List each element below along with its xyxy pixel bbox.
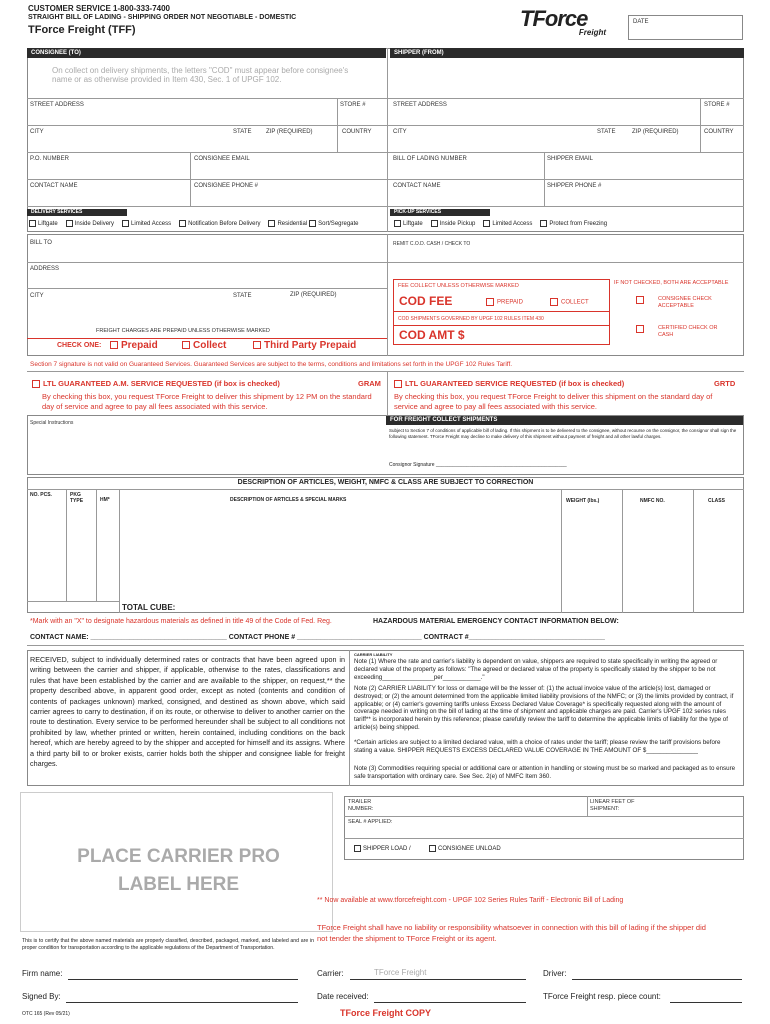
hazmat-contact[interactable]: CONTACT NAME: ___________________________________ CONTACT PHONE # ________________________________ CONTRACT #___________________________________	[30, 634, 605, 641]
delivery-services-list	[29, 220, 359, 227]
freight-collect-header: FOR FREIGHT COLLECT SHIPMENTS	[386, 416, 743, 425]
option-third-party[interactable]: Third Party Prepaid	[253, 340, 356, 351]
shipper-email[interactable]: SHIPPER EMAIL	[547, 156, 594, 162]
cod-governed: COD SHIPMENTS GOVERNED BY UPGF 102 RULES ITEM 430	[398, 316, 544, 322]
certain-articles: *Certain articles are subject to a limited declared value, with a choice of rates under the tariff; please review the tariff provisions before stating a value. SHIPPER REQUESTS EXCESS DECLARED VALUE COVERAGE IN THE AMOUNT OF $_______________	[354, 739, 721, 754]
option-prepaid[interactable]: Prepaid	[110, 340, 158, 351]
form-code: OTC 165 (Rev 05/21)	[22, 1011, 70, 1017]
ltl-code: GRTD	[714, 379, 736, 388]
shipper-state[interactable]: STATE	[597, 129, 616, 135]
consignee-check-label: CONSIGNEE CHECK ACCEPTABLE	[658, 296, 712, 309]
pickup-limited[interactable]: Limited Access	[483, 220, 532, 227]
delivery-residential[interactable]: Residential	[268, 220, 307, 227]
po-number[interactable]: P.O. NUMBER	[30, 156, 69, 162]
cod-note: On collect on delivery shipments, the letters "COD" must appear before consignee's name or as otherwise provided in Item 430, Sec. 1 of UPGF 102.	[52, 66, 349, 84]
carrier-value[interactable]: TForce Freight	[374, 968, 427, 977]
certified-label: CERTIFIED CHECK OR CASH	[658, 325, 718, 338]
tforce-logo: TForce Freight	[520, 6, 606, 37]
cod-collect[interactable]: COLLECT	[550, 298, 589, 306]
section7-note: Section 7 signature is not valid on Guaranteed Services. Guaranteed Services are subject to the terms, conditions and limitations set forth in the UPGF 102 Rules Tariff.	[30, 361, 513, 368]
am-body: By checking this box, you request TForce Freight to deliver this shipment by 12 PM on the standard day of service and agree to pay all fees associated with this service.	[42, 392, 372, 411]
shipper-phone[interactable]: SHIPPER PHONE #	[547, 183, 602, 189]
bill-to-address[interactable]: ADDRESS	[30, 266, 60, 272]
special-instructions[interactable]: Special Instructions	[30, 420, 74, 426]
am-service[interactable]: LTL GUARANTEED A.M. SERVICE REQUESTED (if box is checked)	[32, 379, 280, 388]
articles-title: DESCRIPTION OF ARTICLES, WEIGHT, NMFC & CLASS ARE SUBJECT TO CORRECTION	[237, 479, 534, 486]
trailer-number[interactable]: TRAILER NUMBER:	[348, 799, 374, 812]
copy-label: TForce Freight COPY	[340, 1008, 432, 1018]
linear-feet[interactable]: LINEAR FEET OF SHIPMENT:	[590, 799, 635, 812]
bill-to-city[interactable]: CITY	[30, 293, 44, 299]
consignee-phone[interactable]: CONSIGNEE PHONE #	[194, 183, 259, 189]
ltl-service[interactable]: LTL GUARANTEED SERVICE REQUESTED (if box is checked)	[394, 379, 624, 388]
consignee-email[interactable]: CONSIGNEE EMAIL	[194, 156, 250, 162]
delivery-limited[interactable]: Limited Access	[122, 220, 171, 227]
total-cube[interactable]: TOTAL CUBE:	[122, 603, 176, 612]
date-field[interactable]: DATE	[628, 15, 743, 40]
bill-to-state[interactable]: STATE	[233, 293, 252, 299]
pro-label-area[interactable]	[20, 792, 333, 932]
col-nmfc: NMFC NO.	[640, 498, 665, 504]
pro-label-text: PLACE CARRIER PRO LABEL HERE	[77, 846, 280, 895]
delivery-inside[interactable]: Inside Delivery	[66, 220, 114, 227]
date-received-label: Date received:	[317, 992, 369, 1001]
col-class: CLASS	[708, 498, 725, 504]
consignee-store[interactable]: STORE #	[340, 102, 366, 108]
pickup-freezing[interactable]: Protect from Freezing	[540, 220, 607, 227]
consignee-unload[interactable]: CONSIGNEE UNLOAD	[429, 845, 501, 852]
note-3: Note (3) Commodities requiring special or additional care or attention in handling or stowing must be so marked and packaged as to ensure safe transportation with ordinary care. See Sec. 2(e) of NMFC Item 360.	[354, 765, 736, 780]
certified-box[interactable]	[636, 325, 647, 333]
delivery-notification[interactable]: Notification Before Delivery	[179, 220, 260, 227]
consignee-country[interactable]: COUNTRY	[342, 129, 372, 135]
col-weight: WEIGHT (lbs.)	[566, 498, 600, 504]
shipper-zip[interactable]: ZIP (REQUIRED)	[632, 129, 679, 135]
liability-note: TForce Freight shall have no liability or responsibility whatsoever in connection with this bill of lading if the shipper did not tender the shipment to TForce Freight or its agent.	[317, 923, 706, 943]
company-name: TForce Freight (TFF)	[28, 24, 136, 36]
option-collect[interactable]: Collect	[182, 340, 226, 351]
hazmat-title: HAZARDOUS MATERIAL EMERGENCY CONTACT INFORMATION BELOW:	[373, 618, 619, 625]
delivery-sort[interactable]: Sort/Segregate	[309, 220, 358, 227]
ltl-body: By checking this box, you request TForce Freight to deliver this shipment on the standard day of service and agree to pay all fees associated with this service.	[394, 392, 713, 411]
bol-number[interactable]: BILL OF LADING NUMBER	[393, 156, 467, 162]
shipper-city[interactable]: CITY	[393, 129, 407, 135]
cod-fee: COD FEE	[399, 294, 453, 308]
consignee-street[interactable]: STREET ADDRESS	[30, 102, 84, 108]
col-pkg: PKG TYPE	[70, 492, 84, 504]
available-note: ** Now available at www.tforcefreight.com - UPGF 102 Series Rules Tariff - Electronic Bill of Lading	[317, 897, 624, 904]
note-2: Note (2) CARRIER LIABILITY for loss or damage will be the lesser of: (1) the actual invoice value of the article(s) lost, damaged or destroyed; or (2) the amount determined from the applicable limited liability provisions of the NMFC; or (3) the limits provided by contract, if applicable; or (4) carrier's governing tariffs unless Excess Declared Value Coverage* is specifically requested along with the amount of coverage needed in writing on the bill of lading at the time of shipment and applicable charges are paid. Carrier's UPGF 102 series rules tariff** is incorporated herein by this reference; please carefully review the tariff to determine the applicable limits of liability for the type of article(s) being shipped.	[354, 685, 734, 731]
check-one: CHECK ONE:	[57, 342, 102, 349]
hazmat-note: *Mark with an "X" to designate hazardous materials as defined in title 49 of the Code of Fed. Reg.	[30, 618, 332, 625]
bill-to[interactable]: BILL TO	[30, 240, 52, 246]
cod-prepaid[interactable]: PREPAID	[486, 298, 523, 306]
consignee-city[interactable]: CITY	[30, 129, 44, 135]
certify-note: This is to certify that the above named materials are properly classified, described, packaged, marked, and labeled and are in proper condition for transportation according to the applicable regulations of the Department of Transportation.	[22, 938, 314, 951]
piece-count-label: TForce Freight resp. piece count:	[543, 992, 661, 1001]
shipper-country[interactable]: COUNTRY	[704, 129, 734, 135]
consignee-contact[interactable]: CONTACT NAME	[30, 183, 78, 189]
am-code: GRAM	[358, 379, 381, 388]
bol-type: STRAIGHT BILL OF LADING - SHIPPING ORDER NOT NEGOTIABLE - DOMESTIC	[28, 14, 297, 21]
shipper-load[interactable]: SHIPPER LOAD /	[354, 845, 411, 852]
cod-amount[interactable]: COD AMT $	[399, 328, 465, 342]
articles-table	[27, 477, 744, 613]
col-pcs: NO. PCS.	[30, 492, 52, 498]
customer-service: CUSTOMER SERVICE 1-800-333-7400	[28, 4, 170, 13]
seal-applied[interactable]: SEAL # APPLIED:	[348, 819, 393, 825]
prepaid-note: FREIGHT CHARGES ARE PREPAID UNLESS OTHERWISE MARKED	[96, 328, 270, 334]
pickup-services-header: PICK-UP SERVICES	[390, 209, 490, 216]
shipper-street[interactable]: STREET ADDRESS	[393, 102, 447, 108]
driver-label: Driver:	[543, 969, 567, 978]
signed-by-label: Signed By:	[22, 992, 61, 1001]
consignee-header: CONSIGNEE (TO)	[27, 48, 386, 58]
firm-name-label: Firm name:	[22, 969, 63, 978]
consignee-state[interactable]: STATE	[233, 129, 252, 135]
carrier-label: Carrier:	[317, 969, 344, 978]
consignor-signature[interactable]: Consignor Signature _______________________________________________	[389, 462, 567, 468]
consignee-zip[interactable]: ZIP (REQUIRED)	[266, 129, 313, 135]
carrier-liability-title: CARRIER LIABILITY	[354, 652, 393, 657]
consignee-check-box[interactable]	[636, 296, 647, 304]
pickup-liftgate[interactable]: Liftgate	[394, 220, 423, 227]
col-description: DESCRIPTION OF ARTICLES & SPECIAL MARKS	[230, 497, 347, 503]
bill-to-zip[interactable]: ZIP (REQUIRED)	[290, 292, 337, 298]
shipper-contact[interactable]: CONTACT NAME	[393, 183, 441, 189]
pickup-services-list	[394, 220, 607, 227]
received-terms: RECEIVED, subject to individually determined rates or contracts that have been agreed upon in writing between the carrier and shipper, if applicable, otherwise to the rates, classifications and rules that have been established by the carrier and are available to the shipper, on request,** the property described above, in apparent good order, except as noted (contents and condition of contents of packages unknown) marked, consigned, and destined as shown above, which said carrier agrees to carry to destination, if on its route, or otherwise to deliver to another carrier on the route to destination. Every service to be performed hereunder shall be subject to all conditions not prohibited by law, whether printed or written, herein contained, including conditions on the back hereof, which are hereby agreed to by the shipper and accepted for himself and its assigns. Where a third party bill to or broker exists, carrier holds both the shipper and consignee liable for freight charges.	[30, 655, 345, 769]
delivery-liftgate[interactable]: Liftgate	[29, 220, 58, 227]
not-checked-note: IF NOT CHECKED, BOTH ARE ACCEPTABLE	[614, 280, 729, 286]
col-hm: HM*	[100, 497, 110, 503]
remit-cod[interactable]: REMIT C.O.D. CASH / CHECK TO	[393, 241, 471, 247]
fee-collect: FEE COLLECT UNLESS OTHERWISE MARKED	[398, 283, 519, 289]
shipper-store[interactable]: STORE #	[704, 102, 730, 108]
delivery-services-header: DELIVERY SERVICES	[27, 209, 127, 216]
freight-collect-body: Subject to Section 7 of conditions of applicable bill of lading. If this shipment is to be delivered to the consignee, without recourse on the consignor, the consignor shall sign the following statement. TForce Freight may decline to make delivery of this shipment without payment of freight and all other lawful charges.	[389, 428, 737, 439]
pickup-inside[interactable]: Inside Pickup	[431, 220, 476, 227]
shipper-header: SHIPPER (FROM)	[390, 48, 744, 58]
note-1: Note (1) Where the rate and carrier's liability is dependent on value, shippers are required to state specifically in writing the agreed or declared value of the property as follows: "The agreed or declared value of the property is specifically stated by the shipper to be not exceeding_______________per___________."	[354, 658, 718, 681]
